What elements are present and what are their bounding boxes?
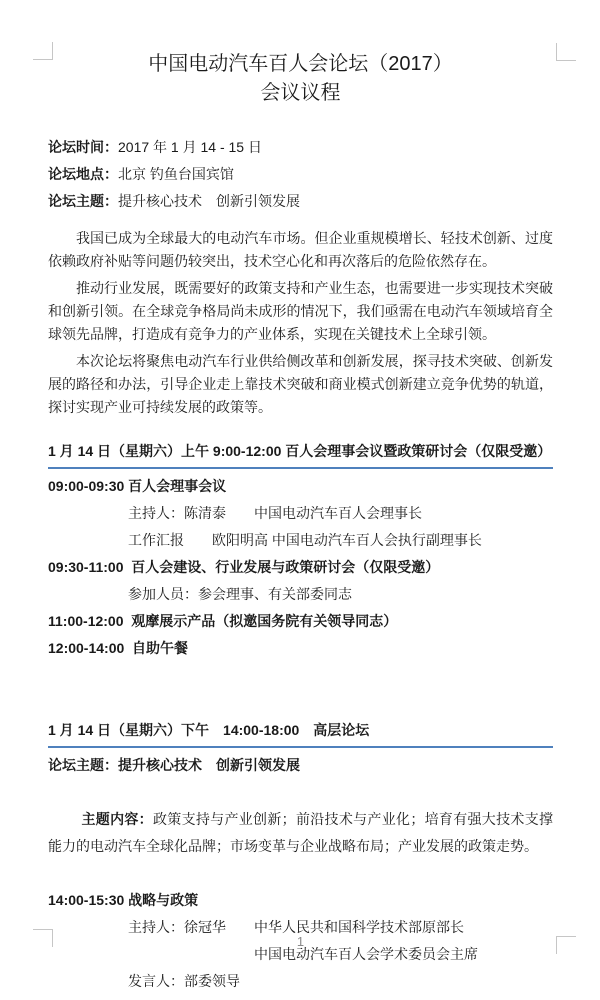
intro-paragraph-1: 我国已成为全球最大的电动汽车市场。但企业重规模增长、轻技术创新、过度依赖政府补贴等问题仍较突出，技术空心化和再次落后的危险依然存在。 [48, 230, 553, 269]
agenda-participants-row: 参加人员：参会理事、有关部委同志 [128, 586, 352, 602]
forum-time-row [48, 134, 553, 161]
intro-paragraph-3: 本次论坛将聚焦电动汽车行业供给侧改革和创新发展，探寻技术突破、创新发展的路径和办法，引导企业走上靠技术突破和商业模式创新建立竞争优势的轨道，探讨实现产业可持续发展的政策等。 [48, 353, 553, 415]
host-name: 主持人：陈清泰 [128, 505, 226, 521]
afternoon-content-label: 主题内容： [81, 811, 153, 827]
agenda-item-strategy-policy: 14:00-15:30 战略与政策 [48, 892, 199, 908]
session-morning-header: 1 月 14 日（星期六）上午 9:00-12:00 百人会理事会议暨政策研讨会（仅限受邀） [48, 441, 553, 469]
page-corner-mark-top-right [556, 43, 576, 61]
document-title [48, 50, 553, 108]
title-line-2: 会议议程 [260, 82, 341, 104]
host-title: 中国电动汽车百人会理事长 [254, 505, 422, 521]
agenda-item-lunch: 12:00-14:00 自助午餐 [48, 640, 189, 656]
forum-location-row [48, 161, 553, 188]
forum-theme-label: 论坛主题： [48, 193, 118, 209]
afternoon-host-name: 主持人：徐冠华 [128, 919, 226, 935]
afternoon-speakers-row: 发言人：部委领导 [128, 973, 240, 989]
afternoon-theme-row: 论坛主题：提升核心技术 创新引领发展 [48, 757, 300, 773]
session-afternoon [48, 720, 553, 995]
forum-time-value: 2017 年 1 月 14 - 15 日 [118, 139, 262, 155]
afternoon-host-title-1: 中华人民共和国科学技术部原部长 [254, 919, 464, 935]
intro-paragraph-2: 推动行业发展，既需要好的政策支持和产业生态，也需要进一步实现技术突破和创新引领。在全球竞争格局尚未成形的情况下，我们亟需在电动汽车领域培育全球领先品牌，打造成有竞争力的产业体系，实现在关键技术上全球引领。 [48, 280, 553, 342]
agenda-item-product-viewing: 11:00-12:00 观摩展示产品（拟邀国务院有关领导同志） [48, 613, 398, 629]
afternoon-content-text: 政策支持与产业创新；前沿技术与产业化；培育有强大技术支撑能力的电动汽车全球化品牌；市场变革与企业战略布局；产业发展的政策走势。 [48, 811, 553, 854]
agenda-item-board-meeting: 09:00-09:30 百人会理事会议 [48, 478, 227, 494]
session-afternoon-header: 1 月 14 日（星期六）下午 14:00-18:00 高层论坛 [48, 720, 553, 748]
afternoon-content-row [48, 779, 553, 887]
forum-location-label: 论坛地点： [48, 166, 118, 182]
session-morning [48, 441, 553, 662]
forum-location-value: 北京 钓鱼台国宾馆 [118, 166, 234, 182]
intro-section [48, 227, 553, 419]
page-number: 1 [296, 934, 305, 949]
agenda-item-policy-seminar: 09:30-11:00 百人会建设、行业发展与政策研讨会（仅限受邀） [48, 559, 440, 575]
forum-time-label: 论坛时间： [48, 139, 118, 155]
agenda-host-row [48, 500, 553, 527]
page-content [48, 50, 553, 995]
page-corner-mark-bottom-right [556, 936, 576, 954]
afternoon-host-title-2: 中国电动汽车百人会学术委员会主席 [254, 946, 478, 962]
agenda-report-row: 工作汇报 欧阳明高 中国电动汽车百人会执行副理事长 [128, 532, 482, 548]
forum-meta [48, 134, 553, 215]
title-line-1: 中国电动汽车百人会论坛（2017） [148, 53, 453, 75]
forum-theme-value: 提升核心技术 创新引领发展 [118, 193, 300, 209]
forum-theme-row [48, 188, 553, 215]
